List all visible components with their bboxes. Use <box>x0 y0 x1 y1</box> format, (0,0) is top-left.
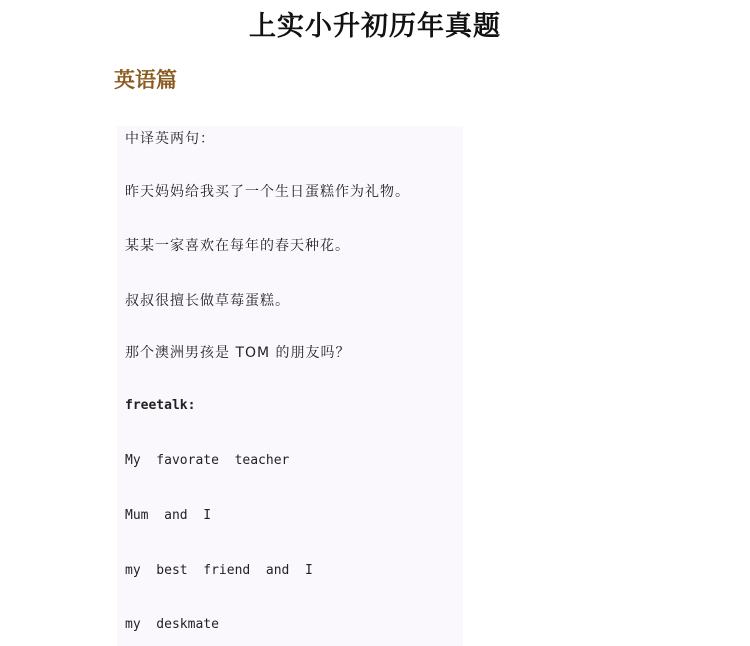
translation-sentence: 叔叔很擅长做草莓蛋糕。 <box>125 293 290 309</box>
freetalk-label: freetalk: <box>125 398 196 413</box>
content-panel <box>117 126 463 646</box>
translation-intro: 中译英两句： <box>125 131 215 147</box>
freetalk-topic: my deskmate <box>125 617 219 632</box>
freetalk-topic: Mum and I <box>125 508 212 523</box>
freetalk-topic: my best friend and I <box>125 563 313 578</box>
translation-sentence: 某某一家喜欢在每年的春天种花。 <box>125 238 350 254</box>
translation-sentence: 那个澳洲男孩是 TOM 的朋友吗？ <box>125 345 351 361</box>
translation-sentence: 昨天妈妈给我买了一个生日蛋糕作为礼物。 <box>125 184 410 200</box>
page-title: 上实小升初历年真题 <box>249 11 501 42</box>
freetalk-topic: My favorate teacher <box>125 453 290 468</box>
section-heading: 英语篇 <box>114 68 177 92</box>
